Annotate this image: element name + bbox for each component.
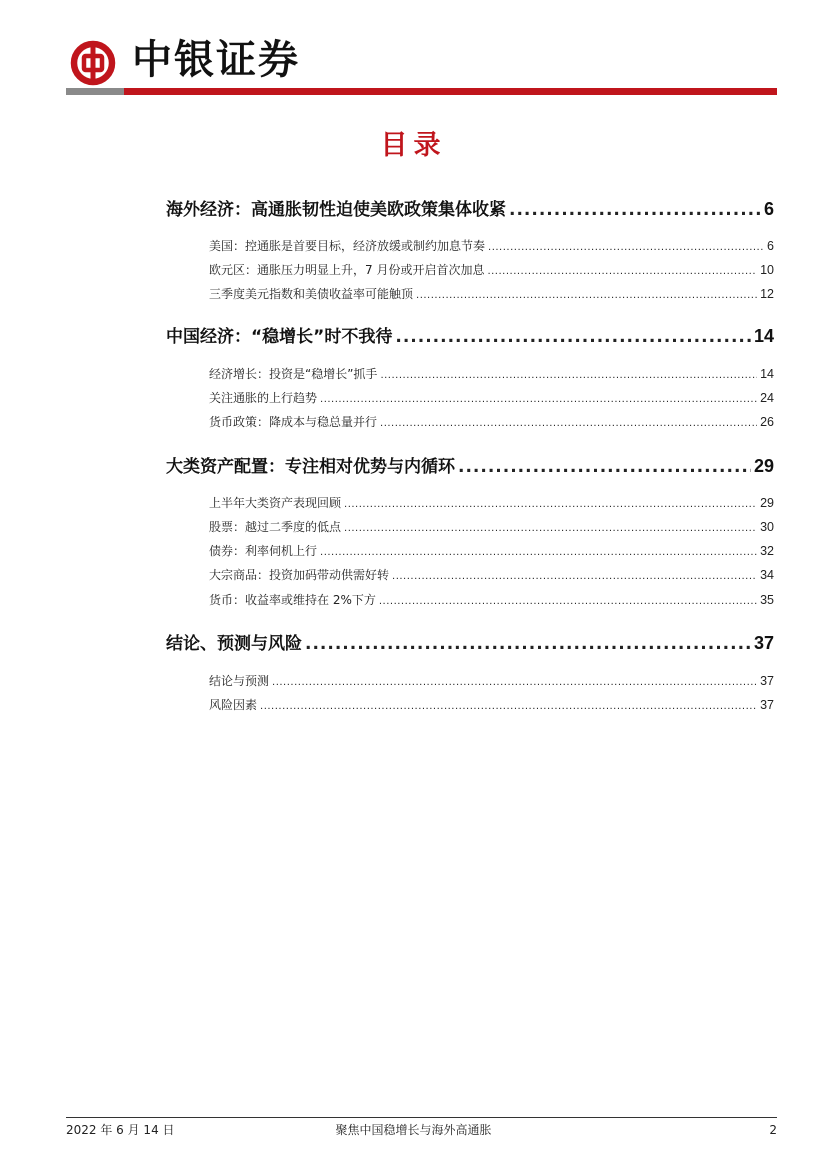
toc-page-number: 32 [760,544,774,558]
toc-dot-leader [260,698,757,716]
toc-dot-leader [379,593,757,611]
toc-dot-leader [380,415,757,433]
footer-rule [66,1117,777,1118]
toc-item-label: 股票：越过二季度的低点 [209,520,342,534]
toc-item-us[interactable] [209,237,774,255]
toc-section-label: 结论、预测与风险 [166,634,302,654]
bank-of-china-logo-icon [70,40,116,86]
toc-dot-leader [509,198,761,222]
toc-dot-leader [488,239,764,257]
toc-page-number: 37 [760,698,774,712]
toc-item-risks[interactable] [209,696,774,714]
toc-page-number: 37 [753,633,774,653]
toc-section-label: 中国经济：“稳增长”时不我待 [166,327,393,347]
toc-dot-leader [380,367,757,385]
toc-page-number: 34 [760,568,774,582]
toc-dot-leader [487,263,757,281]
toc-dot-leader [344,520,757,538]
toc-item-label: 大宗商品：投资加码带动供需好转 [209,568,390,582]
toc-dot-leader [320,544,757,562]
toc-dot-leader [395,325,751,349]
toc-item-label: 关注通胀的上行趋势 [209,391,318,405]
footer-page-number: 2 [769,1123,777,1137]
toc-section-overseas-economy[interactable] [166,197,774,221]
toc-item-label: 风险因素 [209,698,258,712]
toc-item-label: 三季度美元指数和美债收益率可能触顶 [209,287,414,301]
toc-item-currency[interactable] [209,591,774,609]
header-rule-red [124,88,777,95]
toc-item-label: 债券：利率伺机上行 [209,544,318,558]
toc-dot-leader [320,391,757,409]
toc-item-commodities[interactable] [209,566,774,584]
toc-dot-leader [344,496,757,514]
toc-item-monetary-policy[interactable] [209,413,774,431]
toc-dot-leader [416,287,757,305]
toc-item-label: 美国：控通胀是首要目标，经济放缓或制约加息节奏 [209,239,486,253]
toc-page-number: 26 [760,415,774,429]
toc-item-bonds[interactable] [209,542,774,560]
toc-page-number: 29 [760,496,774,510]
toc-section-conclusion[interactable] [166,631,774,655]
toc-page-number: 30 [760,520,774,534]
toc-dot-leader [272,674,757,692]
toc-item-label: 结论与预测 [209,674,270,688]
toc-section-china-economy[interactable] [166,324,774,348]
toc-dot-leader [392,568,757,586]
toc-page-number: 14 [753,326,774,346]
header-rule-gray [66,88,124,95]
toc-item-asset-review[interactable] [209,494,774,512]
toc-item-label: 货币：收益率或维持在 2%下方 [209,593,376,607]
toc-item-eurozone[interactable] [209,261,774,279]
toc-item-forecast[interactable] [209,672,774,690]
toc-page-number: 24 [760,391,774,405]
toc-page-number: 29 [753,456,774,476]
toc-title: 目录 [380,130,447,161]
footer-date: 2022 年 6 月 14 日 [66,1123,175,1137]
toc-page-number: 14 [760,367,774,381]
toc-page-number: 37 [760,674,774,688]
toc-page-number: 35 [760,593,774,607]
toc-item-label: 经济增长：投资是“稳增长”抓手 [209,367,378,381]
toc-dot-leader [305,632,751,656]
toc-section-asset-allocation[interactable] [166,454,774,478]
page-header [0,0,827,100]
toc-item-label: 上半年大类资产表现回顾 [209,496,342,510]
toc-section-label: 海外经济：高通胀韧性迫使美欧政策集体收紧 [166,200,506,220]
toc-item-dollar-index[interactable] [209,285,774,303]
toc-dot-leader [458,455,751,479]
toc-section-label: 大类资产配置：专注相对优势与内循环 [166,457,455,477]
toc-item-inflation[interactable] [209,389,774,407]
toc-item-label: 货币政策：降成本与稳总量并行 [209,415,378,429]
toc-page-number: 6 [763,199,774,219]
toc-page-number: 10 [760,263,774,277]
toc-item-stocks[interactable] [209,518,774,536]
toc-item-label: 欧元区：通胀压力明显上升，7 月份或开启首次加息 [209,263,485,277]
toc-page-number: 12 [760,287,774,301]
toc-item-growth[interactable] [209,365,774,383]
footer-report-title: 聚焦中国稳增长与海外高通胀 [335,1123,492,1137]
toc-page-number: 6 [767,239,774,253]
brand-name: 中银证券 [132,36,300,83]
